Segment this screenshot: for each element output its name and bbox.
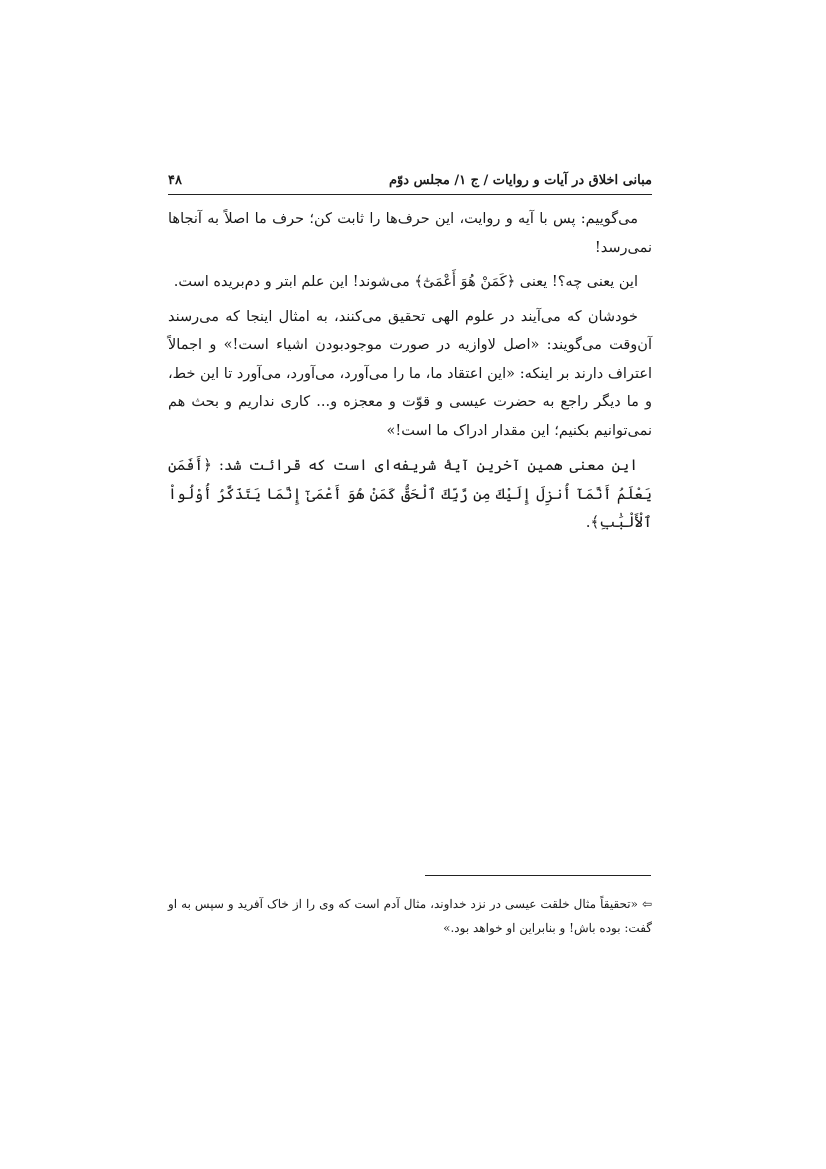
- running-header: [168, 168, 652, 195]
- footnote-text: «تحقیقاً مثال خلقت عیسی در نزد خداوند، مثال آدم است که وی را از خاک آفرید و سپس به او گفت: بوده باش! و بنابراین او خواهد بود.»: [168, 897, 652, 935]
- body-text: [168, 205, 652, 537]
- paragraph: این معنی همین آخرین آیهٔ شریفه‌ای است که قرائت شد: ﴿أَفَمَن يَعْلَمُ أَنَّمَآ أُنزِلَ إِلَيْكَ مِن رَّبِّكَ ٱلْحَقُّ كَمَنْ هُوَ أَعْمَىٰٓ إِنَّمَا يَتَذَكَّرُ أُوْلُواْ ٱلْأَلْبَٰبِ﴾.: [168, 456, 652, 531]
- page: [168, 168, 652, 543]
- paragraph: این یعنی چه؟! یعنی ﴿كَمَنْ هُوَ أَعْمَىٰٓ﴾ می‌شوند! این علم ابتر و دم‌بریده است.: [173, 274, 638, 290]
- running-title: مبانی اخلاق در آیات و روایات / ج ۱/ مجلس دوّم: [388, 173, 652, 188]
- paragraph: می‌گوییم: پس با آیه و روایت، این حرف‌ها را ثابت کن؛ حرف ما اصلاً به آنجاها نمی‌رسد!: [168, 211, 652, 256]
- footnote-divider: [425, 875, 651, 876]
- paragraph: خودشان که می‌آیند در علوم الهی تحقیق می‌کنند، به امثال اینجا که می‌رسند آن‌وقت می‌گویند: «اصل لاوازیه در صورت موجودبودن اشیاء است!» و اجمالاً اعتراف دارند بر اینکه: «این اعتقاد ما، ما را می‌آورد، می‌آورد، می‌آورد تا این خط، و ما دیگر راجع به حضرت عیسی و قوّت و معجزه و... کاری نداریم و بحث هم نمی‌توانیم بکنیم؛ این مقدار ادراک ما است!»: [168, 308, 652, 439]
- page-number: ۴۸: [168, 173, 182, 188]
- footnote: [168, 892, 652, 940]
- arrow-left-icon: ⇦: [641, 897, 652, 911]
